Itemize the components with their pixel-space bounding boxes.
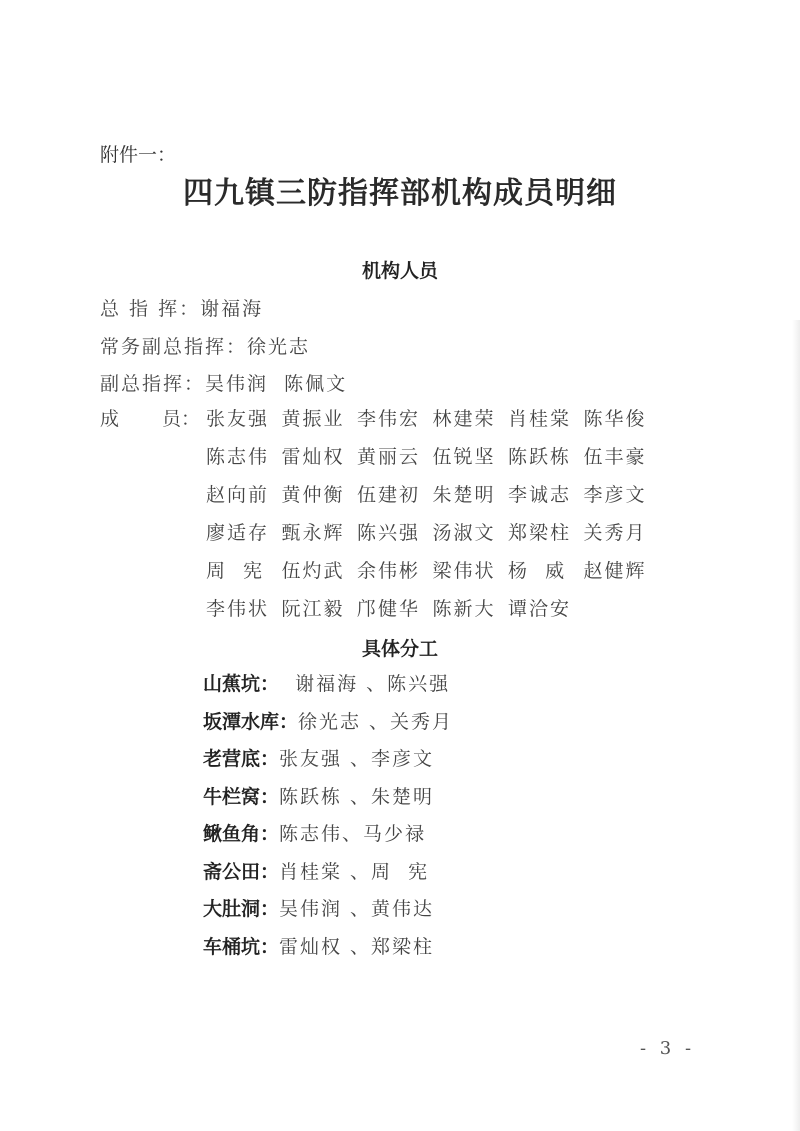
assignment-row [203, 782, 434, 809]
member-name: 郑梁柱 [508, 522, 572, 544]
assignment-row [203, 669, 450, 696]
assignment-people: 雷灿权 、郑梁柱 [279, 935, 435, 958]
executive-deputy-names: 徐光志 [247, 336, 311, 358]
assignment-place: 牛栏窝： [203, 785, 280, 808]
assignment-row [203, 819, 426, 846]
assignment-place: 老营底： [203, 748, 280, 770]
member-name: 廖适存 [206, 522, 270, 544]
members-list [206, 404, 659, 632]
assignment-people: 陈跃栋 、朱楚明 [279, 785, 435, 808]
assignment-place: 坂潭水库： [203, 710, 299, 733]
assignment-people: 张友强 、李彦文 [279, 748, 435, 770]
assignment-people: 陈志伟、马少禄 [279, 823, 427, 845]
assignment-people: 徐光志 、关秀月 [298, 710, 454, 733]
member-name: 李伟状 [206, 598, 270, 620]
member-name: 李彦文 [583, 484, 647, 506]
assignment-row [203, 932, 434, 959]
member-name: 陈跃栋 [508, 446, 572, 468]
assignment-row [203, 894, 434, 921]
commander-label: 总 指 挥： [100, 298, 201, 320]
member-name: 黄仲衡 [281, 484, 345, 506]
assignment-row [203, 744, 434, 771]
attachment-label: 附件一： [100, 144, 177, 166]
deputies-label: 副总指挥： [100, 373, 206, 395]
member-name: 陈华俊 [583, 408, 647, 430]
commander-names: 谢福海 [200, 298, 264, 320]
assignment-row [203, 707, 453, 734]
member-name: 谭洽安 [508, 598, 572, 620]
member-name: 邝健华 [357, 598, 421, 620]
member-name: 甄永辉 [281, 522, 345, 544]
page-number: - 3 - [640, 1038, 696, 1059]
executive-deputy-label: 常务副总指挥： [100, 336, 248, 358]
member-name: 黄振业 [281, 408, 345, 430]
member-name: 汤淑文 [432, 522, 496, 544]
executive-deputy-line [100, 332, 310, 359]
member-name: 阮江毅 [281, 598, 345, 620]
deputies-names: 吴伟润 陈佩文 [205, 373, 348, 395]
member-name: 赵健辉 [583, 560, 647, 582]
assignment-place: 鳅鱼角： [203, 823, 280, 845]
assignment-people: 吴伟润 、黄伟达 [279, 898, 435, 920]
member-name: 肖桂棠 [508, 408, 572, 430]
member-name: 林建荣 [432, 408, 496, 430]
assignment-place: 大肚洞： [203, 898, 280, 920]
member-name: 伍建初 [357, 484, 421, 506]
assignment-people: 谢福海 、陈兴强 [279, 673, 451, 695]
member-name: 黄丽云 [357, 446, 421, 468]
member-name: 陈兴强 [357, 522, 421, 544]
personnel-heading: 机构人员 [361, 260, 438, 282]
member-name: 伍丰豪 [583, 446, 647, 468]
member-name: 伍灼武 [281, 560, 345, 582]
commander-line [100, 294, 263, 321]
document-title: 四九镇三防指挥部机构成员明细 [183, 176, 617, 211]
member-name: 陈新大 [432, 598, 496, 620]
assignment-place: 山蕉坑： [203, 673, 280, 695]
page-edge-shadow [792, 320, 800, 1131]
assignment-place: 斋公田： [203, 860, 280, 883]
member-name: 杨 威 [508, 560, 567, 582]
member-name: 张友强 [206, 408, 270, 430]
member-name: 余伟彬 [357, 560, 421, 582]
deputies-line [100, 369, 347, 396]
assignment-heading: 具体分工 [361, 638, 438, 660]
member-name: 伍锐坚 [432, 446, 496, 468]
assignment-people: 肖桂棠 、周 宪 [279, 860, 430, 883]
member-name: 雷灿权 [281, 446, 345, 468]
assignment-row [203, 857, 429, 884]
member-name: 关秀月 [583, 522, 647, 544]
member-name: 李诚志 [508, 484, 572, 506]
member-name: 周 宪 [206, 560, 265, 582]
assignment-place: 车桶坑： [203, 935, 280, 958]
member-name: 李伟宏 [357, 408, 421, 430]
member-name: 陈志伟 [206, 446, 270, 468]
member-name: 赵向前 [206, 484, 270, 506]
member-name: 梁伟状 [432, 560, 496, 582]
member-name: 朱楚明 [432, 484, 496, 506]
